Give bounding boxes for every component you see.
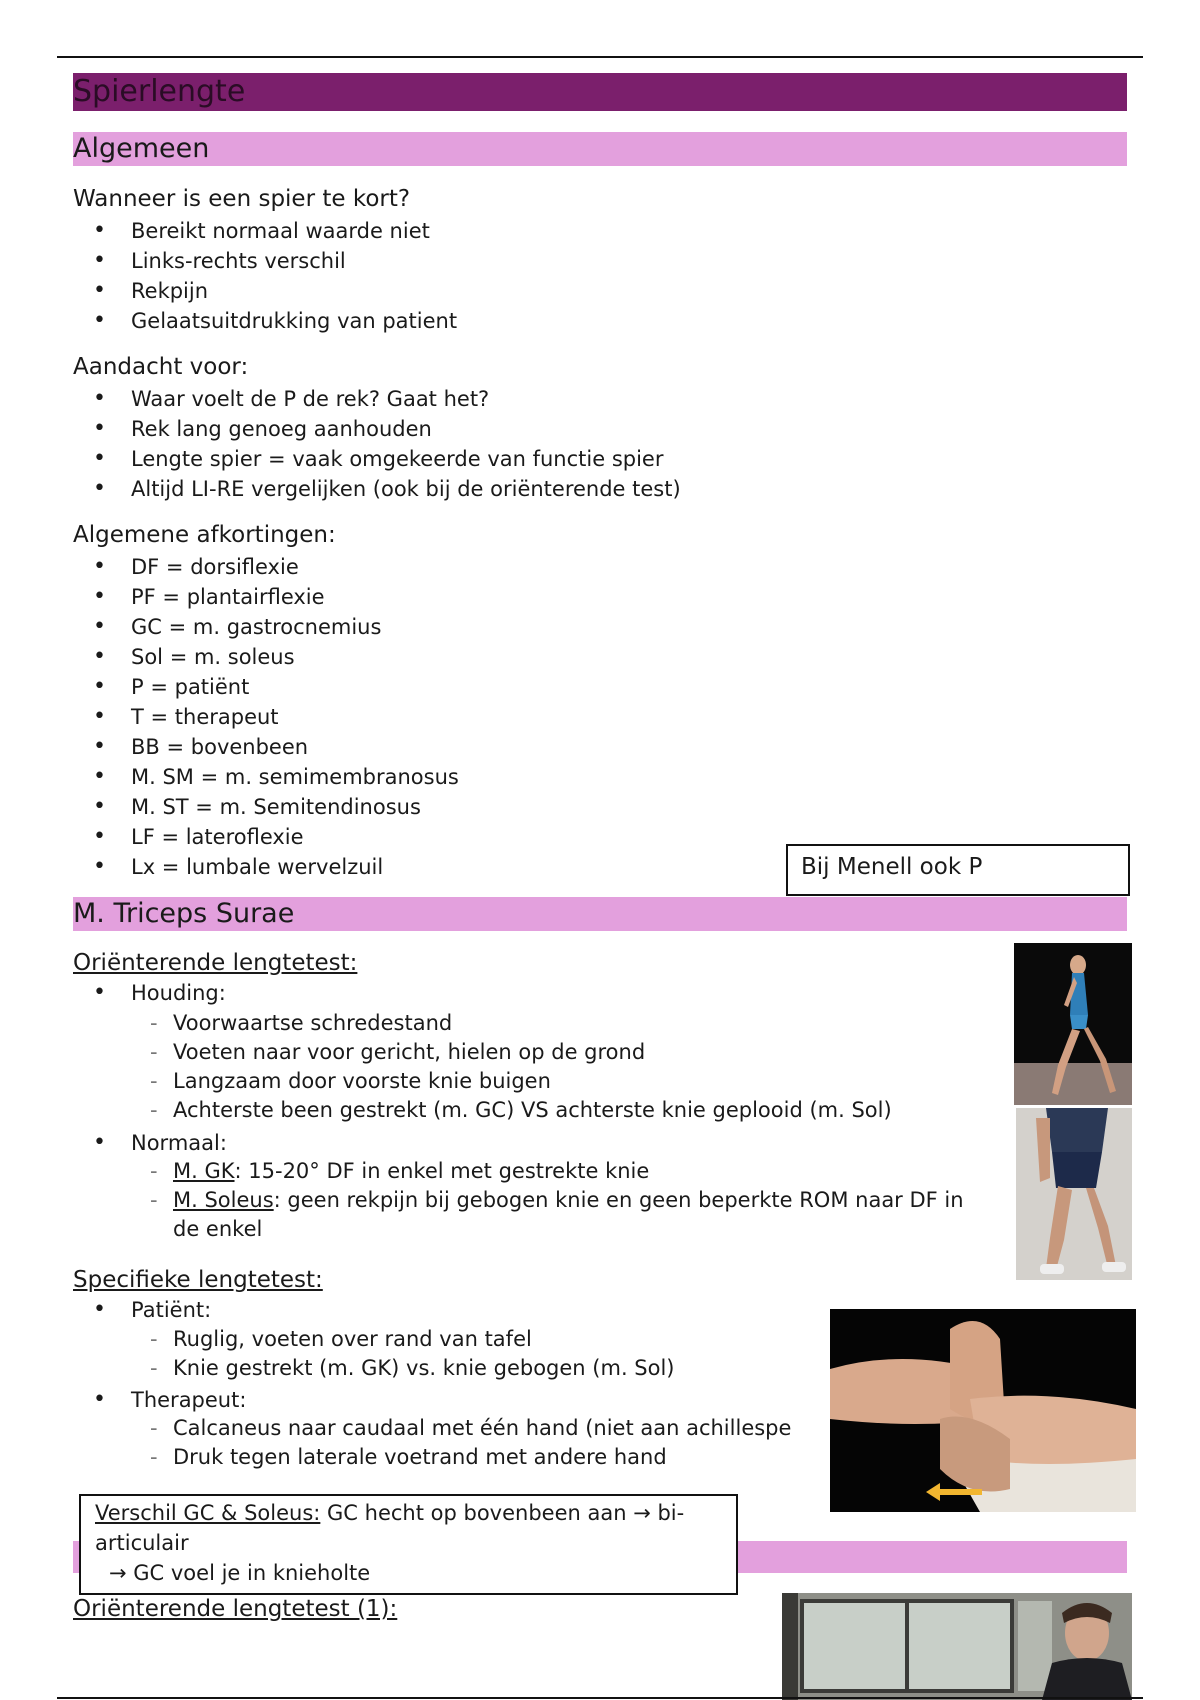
lunge-man-illustration <box>1016 1108 1132 1280</box>
difference-term: Verschil GC & Soleus: <box>95 1501 321 1525</box>
therapeut-sublist <box>115 1414 830 1472</box>
difference-text: GC hecht op bovenbeen aan → bi-articulair <box>95 1501 685 1555</box>
top-rule <box>57 56 1143 58</box>
orienting-test-list <box>73 978 1013 1008</box>
orienting-test-title: Oriënterende lengtetest: <box>73 950 358 976</box>
sub-item: - Druk tegen laterale voetrand met andere hand <box>115 1443 830 1472</box>
list-item-patient <box>73 1295 833 1325</box>
list-item: • Gelaatsuitdrukking van patient <box>73 306 457 336</box>
photo-specific-test <box>830 1309 1136 1512</box>
sub-item: - Langzaam door voorste knie buigen <box>115 1067 1015 1096</box>
photo-lunge-woman <box>1014 943 1132 1105</box>
list-too-short <box>73 216 457 336</box>
sub-item: - Calcaneus naar caudaal met één hand (niet aan achillespe <box>115 1414 830 1443</box>
list-item: • P = patiënt <box>73 672 459 702</box>
patient-label: Patiënt: <box>131 1298 212 1322</box>
specific-test-title: Specifieke lengtetest: <box>73 1267 323 1293</box>
list-item: • Sol = m. soleus <box>73 642 459 672</box>
menell-note-text: Bij Menell ook P <box>801 854 983 880</box>
lunge-woman-illustration <box>1014 943 1132 1105</box>
list-item-normaal <box>73 1128 1013 1158</box>
section-heading-triceps: M. Triceps Surae <box>73 897 1127 931</box>
sub-item: - Voeten naar voor gericht, hielen op de grond <box>115 1038 1015 1067</box>
list-item: • Lx = lumbale wervelzuil <box>73 852 459 882</box>
video-frame-illustration <box>782 1593 1132 1700</box>
menell-note-box <box>786 844 1130 896</box>
attention-title: Aandacht voor: <box>73 354 249 380</box>
list-item: • Altijd LI-RE vergelijken (ook bij de oriënterende test) <box>73 474 681 504</box>
list-item: • GC = m. gastrocnemius <box>73 612 459 642</box>
list-attention <box>73 384 681 504</box>
bottom-rule <box>57 1697 1143 1699</box>
orienting-test-1-title: Oriënterende lengtetest (1): <box>73 1596 398 1622</box>
sub-item-soleus <box>115 1186 985 1244</box>
list-item: • BB = bovenbeen <box>73 732 459 762</box>
sub-item-gk <box>115 1157 985 1186</box>
difference-line2: → GC voel je in knieholte <box>109 1561 371 1585</box>
question-too-short: Wanneer is een spier te kort? <box>73 186 411 212</box>
sub-item: - Voorwaartse schredestand <box>115 1009 1015 1038</box>
page-title: Spierlengte <box>73 73 1127 111</box>
abbreviations-title: Algemene afkortingen: <box>73 522 336 548</box>
photo-lunge-man <box>1016 1108 1132 1280</box>
list-item: • DF = dorsiflexie <box>73 552 459 582</box>
list-item: • PF = plantairflexie <box>73 582 459 612</box>
list-abbreviations <box>73 552 459 882</box>
sub-item: - Achterste been gestrekt (m. GC) VS achterste knie geplooid (m. Sol) <box>115 1096 1015 1125</box>
list-item: • Waar voelt de P de rek? Gaat het? <box>73 384 681 414</box>
houding-label: Houding: <box>131 981 226 1005</box>
list-item: • Rekpijn <box>73 276 457 306</box>
list-item: • Links-rechts verschil <box>73 246 457 276</box>
list-item: • M. SM = m. semimembranosus <box>73 762 459 792</box>
normaal-label: Normaal: <box>131 1131 227 1155</box>
therapeut-label: Therapeut: <box>131 1388 247 1412</box>
difference-note-box <box>79 1494 738 1595</box>
list-item: • M. ST = m. Semitendinosus <box>73 792 459 822</box>
patient-sublist <box>115 1325 835 1383</box>
soleus-text: : geen rekpijn bij gebogen knie en geen beperkte ROM naar DF in de enkel <box>173 1188 964 1241</box>
list-item-therapeut <box>73 1385 833 1415</box>
gk-term: M. GK <box>173 1159 235 1183</box>
photo-video-frame <box>782 1593 1132 1700</box>
list-item-houding <box>73 978 1013 1008</box>
houding-sublist <box>115 1009 1015 1125</box>
section-heading-algemeen: Algemeen <box>73 132 1127 166</box>
list-item: • Rek lang genoeg aanhouden <box>73 414 681 444</box>
sub-item: - Ruglig, voeten over rand van tafel <box>115 1325 835 1354</box>
patient-list <box>73 1295 833 1325</box>
list-item: • Lengte spier = vaak omgekeerde van functie spier <box>73 444 681 474</box>
difference-note-text <box>81 1496 736 1588</box>
soleus-term: M. Soleus <box>173 1188 274 1212</box>
sub-item: - Knie gestrekt (m. GK) vs. knie gebogen (m. Sol) <box>115 1354 835 1383</box>
list-item: • Bereikt normaal waarde niet <box>73 216 457 246</box>
therapeut-list <box>73 1385 833 1415</box>
gk-text: : 15-20° DF in enkel met gestrekte knie <box>234 1159 650 1183</box>
list-item: • T = therapeut <box>73 702 459 732</box>
normaal-sublist <box>115 1157 985 1244</box>
specific-test-illustration <box>830 1309 1136 1512</box>
normaal-list <box>73 1128 1013 1158</box>
list-item: • LF = lateroflexie <box>73 822 459 852</box>
